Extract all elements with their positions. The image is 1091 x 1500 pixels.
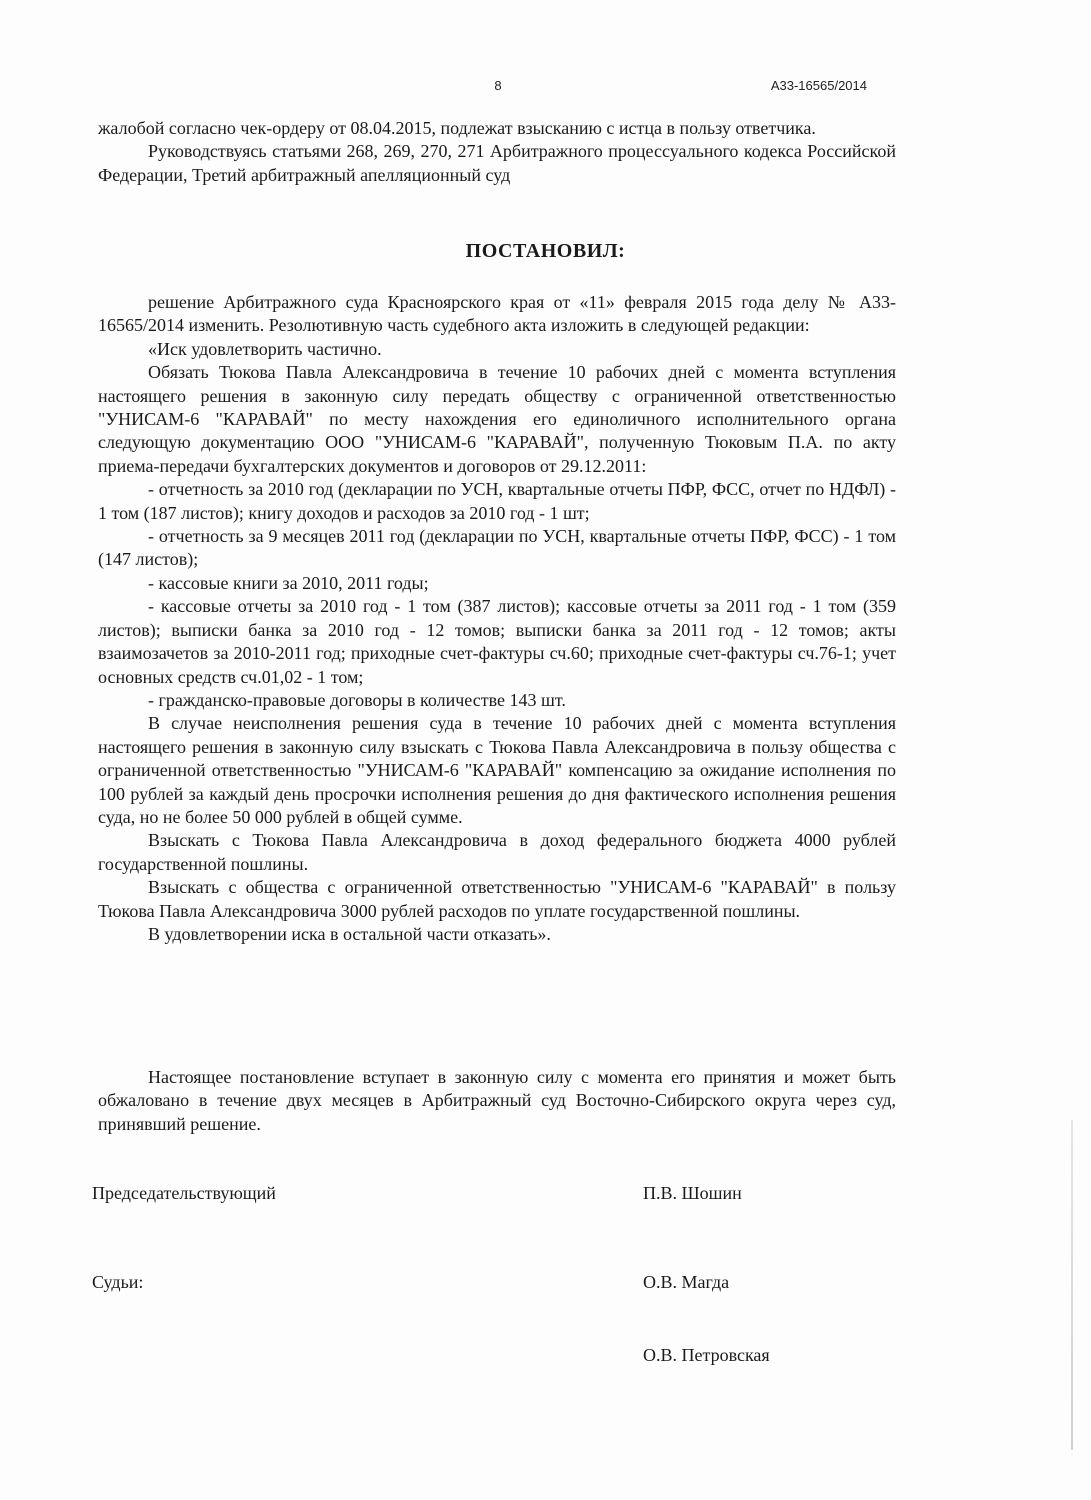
intro-paragraph: жалобой согласно чек-ордеру от 08.04.2015, подлежат взысканию с истца в пользу ответчика. — [98, 118, 816, 138]
intro-paragraph: Руководствуясь статьями 268, 269, 270, 271 Арбитражного процессуального кодекса Российской Федерации, Третий арбитражный апелляционный суд — [98, 141, 896, 185]
judges-label: Судьи: — [92, 1272, 144, 1292]
resolution-list-item: - кассовые книги за 2010, 2011 годы; — [148, 572, 429, 593]
resolution-paragraph: Обязать Тюкова Павла Александровича в течение 10 рабочих дней с момента вступления настоящего решения в законную силу передать обществу с ограниченной ответственностью "УНИСАМ-6 "КАРАВАЙ" по месту нахождения его единоличного исполнительного органа следующую документацию ООО "УНИСАМ-6 "КАРАВАЙ", полученную Тюковым П.А. по акту приема-передачи бухгалтерских документов и договоров от 29.12.2011: — [98, 362, 896, 476]
closing-paragraph: Настоящее постановление вступает в законную силу с момента его принятия и может быть обжаловано в течение двух месяцев в Арбитражный суд Восточно-Сибирского округа через суд, принявший решение. — [98, 1067, 896, 1134]
judge-name: О.В. Магда — [643, 1272, 730, 1292]
case-number: А33-16565/2014 — [770, 78, 867, 93]
resolution-paragraph: решение Арбитражного суда Красноярского края от «11» февраля 2015 года делу № А33-16565/2014 изменить. Резолютивную часть судебного акта изложить в следующей редакции: — [98, 292, 896, 336]
resolution-list-item: - отчетность за 2010 год (декларации по УСН, квартальные отчеты ПФР, ФСС, отчет по НДФЛ) - 1 том (187 листов); книгу доходов и расходов за 2010 год - 1 шт; — [98, 479, 896, 523]
resolution-paragraph: Взыскать с общества с ограниченной ответственностью "УНИСАМ-6 "КАРАВАЙ" в пользу Тюкова Павла Александровича 3000 рублей расходов по уплате государственной пошлины. — [98, 877, 896, 921]
resolution-block — [98, 291, 896, 946]
closing-block — [98, 1066, 896, 1136]
resolution-paragraph: В случае неисполнения решения суда в течение 10 рабочих дней с момента вступления настоящего решения в законную силу взыскать с Тюкова Павла Александровича в пользу общества с ограниченной ответственностью "УНИСАМ-6 "КАРАВАЙ" компенсацию за ожидание исполнения по 100 рублей за каждый день просрочки исполнения решения до дня фактического исполнения решения суда, но не более 50 000 рублей в общей сумме. — [98, 713, 896, 827]
resolution-heading — [0, 240, 1091, 263]
resolution-paragraph: В удовлетворении иска в остальной части отказать». — [148, 923, 551, 944]
presiding-label: Председательствующий — [92, 1183, 276, 1203]
judge-name: О.В. Петровская — [643, 1345, 770, 1365]
intro-block — [98, 117, 896, 187]
resolution-list-item: - гражданско-правовые договоры в количестве 143 шт. — [148, 689, 566, 710]
scan-edge-mark — [1071, 1120, 1073, 1450]
resolution-paragraph: Взыскать с Тюкова Павла Александровича в доход федерального бюджета 4000 рублей государственной пошлины. — [98, 830, 896, 874]
resolution-list-item: - отчетность за 9 месяцев 2011 год (декларации по УСН, квартальные отчеты ПФР, ФСС) - 1 том (147 листов); — [98, 526, 896, 570]
resolution-paragraph: «Иск удовлетворить частично. — [148, 338, 382, 359]
resolution-heading-text: ПОСТАНОВИЛ: — [465, 240, 626, 262]
presiding-name: П.В. Шошин — [643, 1183, 742, 1203]
resolution-list-item: - кассовые отчеты за 2010 год - 1 том (387 листов); кассовые отчеты за 2011 год - 1 том (359 листов); выписки банка за 2010 год - 12 томов; выписки банка за 2011 год - 12 томов; акты взаимозачетов за 2010-2011 год; приходные счет-фактуры сч.60; приходные счет-фактуры сч.76-1; учет основных средств сч.01,02 - 1 том; — [98, 596, 896, 687]
page-number: 8 — [494, 78, 502, 93]
page-header — [0, 78, 1091, 98]
